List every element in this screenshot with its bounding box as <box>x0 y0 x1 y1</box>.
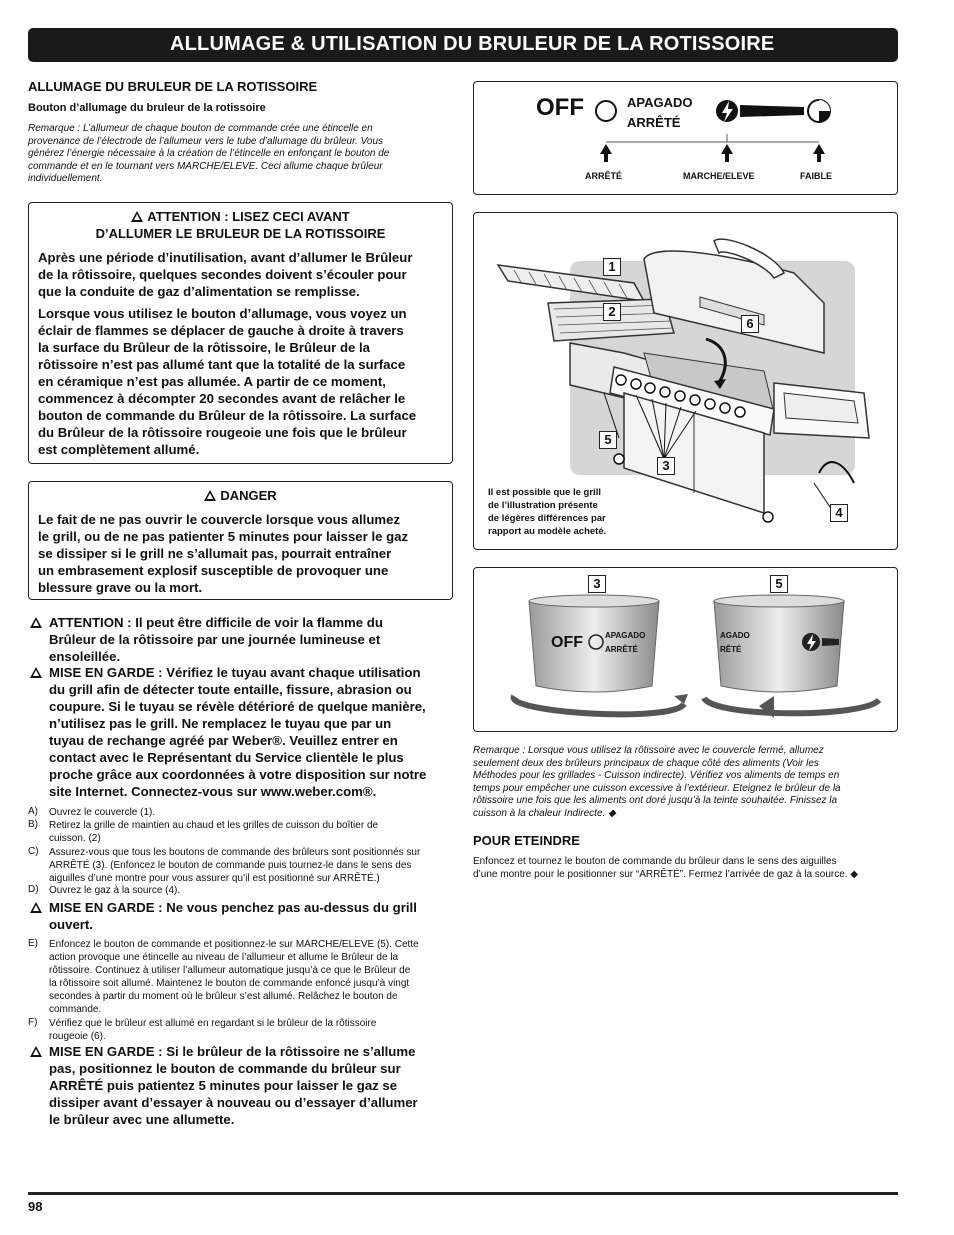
text-line: Enfoncez le bouton de commande et positionnez-le sur MARCHE/ELEVE (5). Cette <box>49 939 419 950</box>
sub-heading: Bouton d’allumage du bruleur de la rotissoire <box>28 102 266 114</box>
text-line: bouton de commande du Brûleur de la rôtissoire. La surface <box>38 408 417 423</box>
text-line: que la conduite de gaz d’alimentation se remplisse. <box>38 284 360 299</box>
text-line: le grill, ou de ne pas patienter 5 minutes pour laisser le gaz <box>38 529 409 544</box>
title-bar <box>28 28 898 62</box>
warning-icon <box>30 902 42 913</box>
text-line: du Brûleur de la rôtissoire rougeoie une fois que le brûleur <box>38 425 407 440</box>
remark-line: commande et en le tournant vers MARCHE/ELEVE. Ceci allume chaque brûleur <box>28 160 383 172</box>
text-line: commande. <box>49 1004 102 1015</box>
callout-5: 5 <box>599 431 617 449</box>
text-line: blessure grave ou la mort. <box>38 580 203 595</box>
remark-line: individuellement. <box>28 173 103 185</box>
text-line: rôtissoire. Continuez à utiliser l’allumeur automatique jusqu’à ce que le Brûleur de <box>49 965 411 976</box>
warning-icon <box>131 211 143 222</box>
grill-note <box>488 486 648 538</box>
text-line: Enfoncez et tournez le bouton de commande du brûleur dans le sens des aiguilles <box>473 856 837 867</box>
danger-box <box>28 481 453 600</box>
text-line: ARRÊTÉ puis patientez 5 minutes pour laisser le gaz se <box>49 1078 398 1093</box>
text-line: rougeoie (6). <box>49 1031 106 1042</box>
text-line: le brûleur avec une allumette. <box>49 1112 235 1127</box>
step-letter: F) <box>28 1017 38 1028</box>
warning-lean <box>49 899 454 933</box>
knob-closeup-graphic <box>474 568 897 731</box>
step-letter: B) <box>28 819 38 830</box>
arrete-small: ARRÊTÉ <box>605 645 638 654</box>
step-letter: C) <box>28 846 39 857</box>
step-a <box>49 806 449 819</box>
warning-sun <box>49 614 454 665</box>
text-line: de légères différences par <box>488 513 606 524</box>
danger-title-text: DANGER <box>220 488 277 503</box>
remark-line: générez l’énergie nécessaire à la création de l’étincelle en enfonçant le bouton de <box>28 148 390 160</box>
warning-icon <box>30 667 42 678</box>
position-label: FAIBLE <box>800 171 833 181</box>
remark-line: provenance de l’électrode de l’allumeur vers le tube d’allumage du brûleur. Vous <box>28 135 384 147</box>
text-line: rôtissoire n’est pas allumé tant que la totalité de la surface <box>38 357 406 372</box>
step-letter: D) <box>28 884 39 895</box>
warning-relight <box>49 1043 454 1128</box>
text-line: coupure. Si le tuyau se révèle détérioré de quelque manière, <box>49 699 426 714</box>
remark-line: Méthodes pour les grillades - Cuisson indirecte). Vérifiez vos aliments de temps en <box>473 770 840 782</box>
warning-icon <box>30 617 42 628</box>
text-line: aiguilles d’une montre pour vous assurer qu’il est positionné sur ARRÊTÉ.) <box>49 873 380 884</box>
callout-1: 1 <box>603 258 621 276</box>
text-line: rapport au modèle acheté. <box>488 526 607 537</box>
attention-title-line2: D’ALLUMER LE BRULEUR DE LA ROTISSOIRE <box>95 226 386 241</box>
callout-6: 6 <box>741 315 759 333</box>
remark-line: Remarque : L’allumeur de chaque bouton de commande crée une étincelle en <box>28 123 373 134</box>
arrete-label: ARRÊTÉ <box>627 115 681 130</box>
position-label: ARRÊTÉ <box>585 171 623 181</box>
text-line: est complètement allumé. <box>38 442 200 457</box>
text-line: se dissiper si le grill ne s’allumait pas, pourrait entraîner <box>38 546 392 561</box>
step-f <box>49 1017 449 1043</box>
remark-line: temps pour empêcher une cuisson excessive à l’extérieur. Eteignez le brûleur de la <box>473 782 841 794</box>
text-line: tuyau de rechange agréé par Weber®. Veuillez entrer en <box>49 733 398 748</box>
step-e <box>49 938 449 1016</box>
text-line: un embrasement explosif susceptible de provoquer une <box>38 563 389 578</box>
page-title: ALLUMAGE & UTILISATION DU BRULEUR DE LA ROTISSOIRE <box>170 33 775 55</box>
text-line: de la rôtissoire, quelques secondes doivent s’écouler pour <box>38 267 407 282</box>
text-line: Ouvrez le gaz à la source (4). <box>49 885 181 896</box>
remark-line: cuisson à la chaleur Indirecte. ◆ <box>473 807 616 819</box>
callout-2: 2 <box>603 303 621 321</box>
text-line: éclair de flammes se déplacer de gauche à droite à travers <box>38 323 404 338</box>
text-line: cuisson. (2) <box>49 833 101 844</box>
danger-title <box>29 487 452 504</box>
text-line: Assurez-vous que tous les boutons de commande des brûleurs sont positionnés sur <box>49 847 421 858</box>
text-line: Brûleur de la rôtissoire par une journée lumineuse et <box>49 632 381 647</box>
step-letter: A) <box>28 806 38 817</box>
callout-5: 5 <box>770 575 788 593</box>
footer-rule <box>28 1192 898 1195</box>
text-line: MISE EN GARDE : Si le brûleur de la rôtissoire ne s’allume <box>49 1044 416 1059</box>
step-b <box>49 819 449 845</box>
page-number: 98 <box>28 1199 43 1214</box>
ignition-remark <box>28 123 448 186</box>
text-line: action provoque une étincelle au niveau de l’allumeur et allume le Brûleur de la <box>49 952 399 963</box>
danger-text <box>38 511 450 596</box>
text-line: ATTENTION : Il peut être difficile de voir la flamme du <box>49 615 383 630</box>
callout-3: 3 <box>657 457 675 475</box>
text-line: proche grâce aux coordonnées à votre disposition sur notre <box>49 767 427 782</box>
remark-line: rôtissoire une fois que les aliments ont doré jusqu’à la teinte souhaitée. Finissez la <box>473 795 838 807</box>
apagado-label: APAGADO <box>627 95 693 110</box>
text-line: ensoleillée. <box>49 649 121 664</box>
text-line: d’une montre pour le positionner sur “ARRÊTÉ”. Fermez l’arrivée de gaz à la source. ◆ <box>473 869 859 880</box>
warning-icon <box>204 490 216 501</box>
text-line: Vérifiez que le brûleur est allumé en regardant si le brûleur de la rôtissoire <box>49 1018 377 1029</box>
text-line: Après une période d’inutilisation, avant d’allumer le Brûleur <box>38 250 413 265</box>
attention-para-1 <box>38 249 450 300</box>
knob-off-label: OFF <box>536 94 584 121</box>
text-line: la rôtissoire soit allumé. Maintenez le bouton de commande enfoncé jusqu’à vingt <box>49 978 410 989</box>
text-line: pas, positionnez le bouton de commande du brûleur sur <box>49 1061 401 1076</box>
text-line: MISE EN GARDE : Ne vous penchez pas au-dessus du grill <box>49 900 417 915</box>
attention-title-line1: ATTENTION : LISEZ CECI AVANT <box>147 209 350 224</box>
warning-icon <box>30 1046 42 1057</box>
text-line: Ouvrez le couvercle (1). <box>49 807 156 818</box>
apagado-small: APAGADO <box>605 631 646 640</box>
section-heading: ALLUMAGE DU BRULEUR DE LA ROTISSOIRE <box>28 79 318 94</box>
pour-eteindre-text <box>473 855 898 881</box>
attention-title <box>29 208 452 242</box>
knob-off-small: OFF <box>551 634 583 651</box>
position-label: MARCHE/ELEVE <box>683 171 755 181</box>
text-line: ARRÊTÉ (3). (Enfoncez le bouton de commande puis tournez-le dans le sens des <box>49 860 412 871</box>
attention-para-2 <box>38 305 450 458</box>
remark-line: Remarque : Lorsque vous utilisez la rôtissoire avec le couvercle fermé, allumez <box>473 745 824 756</box>
text-line: en céramique n’est pas allumée. A partir de ce moment, <box>38 374 386 389</box>
callout-3: 3 <box>588 575 606 593</box>
text-line: du grill afin de détecter toute entaille, fissure, abrasion ou <box>49 682 412 697</box>
text-line: ouvert. <box>49 917 93 932</box>
pour-eteindre-heading: POUR ETEINDRE <box>473 833 580 848</box>
step-d <box>49 884 449 897</box>
text-line: n’utilisez pas le grill. Ne remplacez le tuyau que par un <box>49 716 392 731</box>
arrete-small-cut: RÊTÉ <box>720 645 742 654</box>
warning-hose <box>49 664 454 800</box>
text-line: Il est possible que le grill <box>488 487 601 498</box>
remark-line: seulement deux des brûleurs principaux de chaque côté des aliments (Voir les <box>473 757 819 769</box>
text-line: site Internet. Connectez-vous sur www.weber.com®. <box>49 784 377 799</box>
text-line: contact avec le Représentant du Service clientèle le plus <box>49 750 404 765</box>
text-line: commencez à décompter 20 secondes avant de relâcher le <box>38 391 406 406</box>
text-line: secondes à partir du moment où le brûleur s’est allumé. Relâchez le bouton de <box>49 991 398 1002</box>
text-line: Le fait de ne pas ouvrir le couvercle lorsque vous allumez <box>38 512 401 527</box>
text-line: MISE EN GARDE : Vérifiez le tuyau avant chaque utilisation <box>49 665 421 680</box>
attention-box <box>28 202 453 464</box>
grill-illustration <box>473 212 898 550</box>
text-line: Retirez la grille de maintien au chaud et les grilles de cuisson du boîtier de <box>49 820 379 831</box>
apagado-small-cut: AGADO <box>720 631 750 640</box>
text-line: de l’illustration présente <box>488 500 598 511</box>
knob-diagram <box>473 81 898 195</box>
rotisserie-remark <box>473 745 898 821</box>
step-letter: E) <box>28 938 38 949</box>
step-c <box>49 846 449 885</box>
text-line: la surface du Brûleur de la rôtissoire, le Brûleur de la <box>38 340 370 355</box>
knob-closeup <box>473 567 898 732</box>
text-line: Lorsque vous utilisez le bouton d’allumage, vous voyez un <box>38 306 407 321</box>
callout-4: 4 <box>830 504 848 522</box>
text-line: dissiper avant d’essayer à nouveau ou d’essayer d’allumer <box>49 1095 418 1110</box>
